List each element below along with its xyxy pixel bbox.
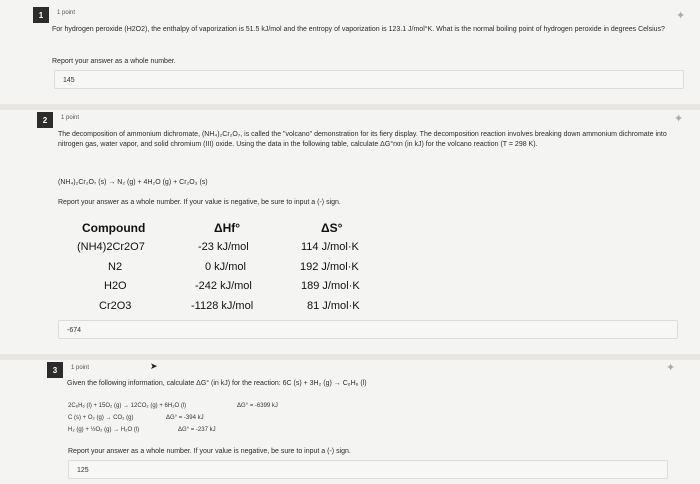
table-cell-enthalpy: 0 kJ/mol — [205, 261, 246, 273]
given-reaction-3: H₂ (g) + ½O₂ (g) → H₂O (l) — [68, 427, 140, 433]
reaction-equation-2: (NH₄)₂Cr₂O₇ (s) → N₂ (g) + 4H₂O (g) + Cr₂O₃ (s) — [58, 179, 208, 186]
points-label-3: 1 point — [71, 365, 90, 371]
table-cell-compound: Cr2O3 — [99, 300, 132, 312]
table-cell-enthalpy: -1128 kJ/mol — [191, 300, 254, 312]
question-prompt-3: Given the following information, calculate ΔG° (in kJ) for the reaction: 6C (s) + 3H₂ (g) → C₆H₆ (l) — [67, 380, 367, 387]
given-reaction-2-dg: ΔG° = -394 kJ — [166, 415, 204, 421]
table-cell-compound: (NH4)2Cr2O7 — [77, 241, 145, 253]
question-prompt-2: The decomposition of ammonium dichromate, (NH₄)₂Cr₂O₇, is called the "volcano" demonstration for its fiery display. The decomposition reaction involves breaking down ammonium dichromate into nitrogen gas, water vapor, and solid chromium (III) oxide. Using the data in the following table, calculate ΔG°rxn (in kJ) for the volcano reaction (T = 298 K). — [58, 131, 667, 148]
pin-icon[interactable]: ✦ — [676, 10, 686, 22]
given-reaction-1: 2C₆H₆ (l) + 15O₂ (g) → 12CO₂ (g) + 6H₂O (l) — [68, 403, 187, 409]
table-cell-compound: H2O — [104, 280, 127, 292]
instruction-3: Report your answer as a whole number. If your value is negative, be sure to input a (-) sign. — [68, 448, 351, 455]
answer-field-1[interactable]: 145 — [54, 70, 684, 89]
table-cell-enthalpy: -242 kJ/mol — [195, 280, 252, 292]
pin-icon[interactable]: ✦ — [666, 362, 676, 374]
pin-icon[interactable]: ✦ — [674, 113, 684, 125]
table-cell-enthalpy: -23 kJ/mol — [198, 241, 249, 253]
given-reaction-1-dg: ΔG° = -6399 kJ — [237, 403, 278, 409]
instruction-2: Report your answer as a whole number. If your value is negative, be sure to input a (-) sign. — [58, 199, 341, 206]
table-header-compound: Compound — [82, 221, 146, 235]
given-reaction-2: C (s) + O₂ (g) → CO₂ (g) — [68, 415, 134, 421]
points-label-1: 1 point — [57, 10, 76, 16]
question-number-1: 1 — [33, 7, 49, 23]
question-prompt-1: For hydrogen peroxide (H2O2), the enthalpy of vaporization is 51.5 kJ/mol and the entropy of vaporization is 123.1 J/mol°K. What is the normal boiling point of hydrogen peroxide in degrees Celsius? — [52, 26, 665, 33]
answer-field-2[interactable]: -674 — [58, 320, 678, 339]
cursor-icon: ➤ — [150, 361, 158, 371]
points-label-2: 1 point — [61, 115, 80, 121]
table-cell-entropy: 189 J/mol·K — [301, 280, 360, 292]
table-header-entropy: ΔS° — [321, 221, 343, 235]
table-cell-entropy: 114 J/mol·K — [301, 241, 359, 253]
question-number-2: 2 — [37, 112, 53, 128]
question-number-3: 3 — [47, 362, 63, 378]
table-header-enthalpy: ΔHf° — [214, 221, 241, 235]
answer-field-3[interactable]: 125 — [68, 460, 668, 479]
instruction-1: Report your answer as a whole number. — [52, 58, 176, 65]
divider — [0, 104, 700, 110]
divider — [0, 354, 700, 360]
table-cell-entropy: 81 J/mol·K — [307, 300, 360, 312]
given-reaction-3-dg: ΔG° = -237 kJ — [178, 427, 216, 433]
table-cell-compound: N2 — [108, 261, 123, 273]
table-cell-entropy: 192 J/mol·K — [300, 261, 359, 273]
